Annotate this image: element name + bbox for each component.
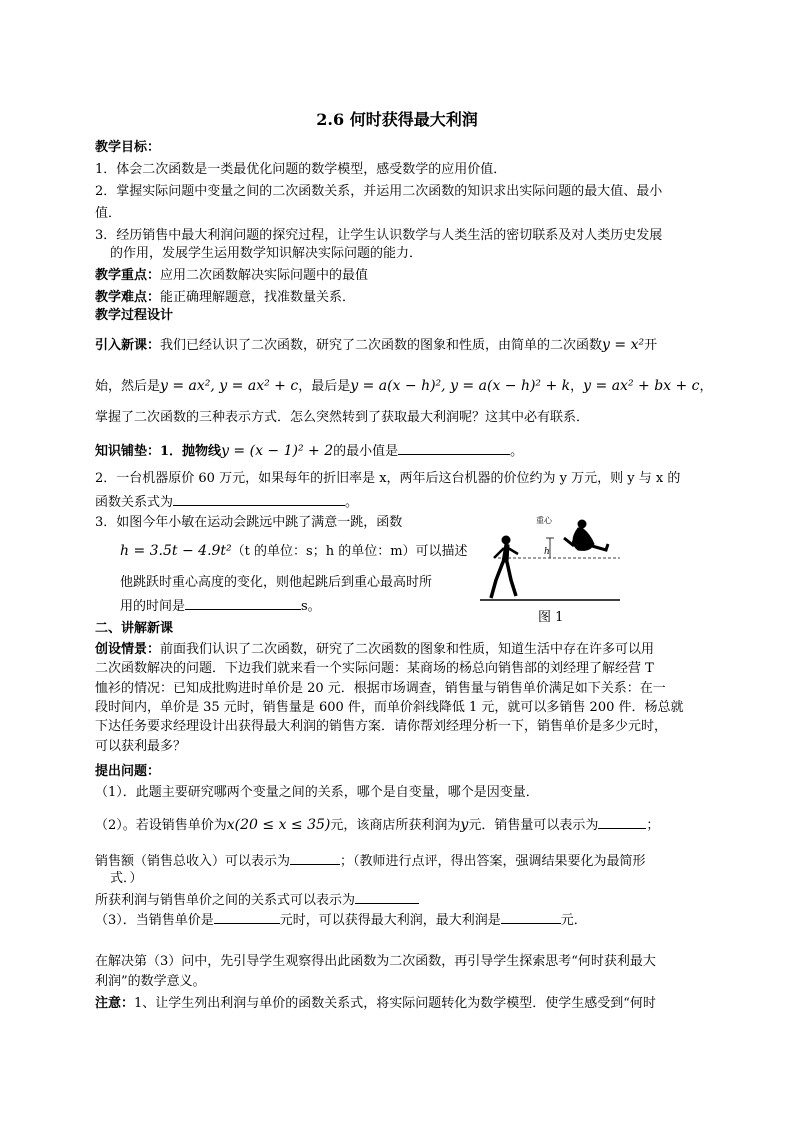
scenario-line-3: 恤衫的情况：已知成批购进时单价是 20 元．根据市场调查，销售量与销售单价满足如下关系：在一 xyxy=(95,681,666,696)
question-2-post: 元．销售量可以表示为 xyxy=(468,818,599,833)
lecture-heading: 二、讲解新课 xyxy=(95,621,174,636)
scenario-text-1: 前面我们认识了二次函数，研究了二次函数的图象和性质，知道生活中存在许多可以用 xyxy=(160,642,655,657)
intro-text-2-start: 始，然后是 xyxy=(95,379,161,394)
prep-q1 xyxy=(95,441,523,460)
question-2b-prefix: 销售额（销售总收入）可以表示为 xyxy=(95,854,291,869)
prep-q3-formula: h = 3.5t − 4.9t² xyxy=(120,543,232,559)
keypoint-line xyxy=(95,267,368,284)
goal-2b: 值． xyxy=(95,206,122,221)
prep-q3c: 他跳跃时重心高度的变化，则他起跳后到重心最高时所 xyxy=(120,575,433,590)
max-profit-blank[interactable] xyxy=(501,910,561,924)
difficulty-label: 教学难点： xyxy=(95,290,161,305)
scenario-line-5: 下达任务要求经理设计出获得最大利润的销售方案．请你帮刘经理分析一下，销售单价是多少元时， xyxy=(95,719,668,734)
intro-label: 引入新课： xyxy=(95,338,161,353)
question-2b xyxy=(95,851,646,870)
guide-line-2: 利润”的数学意义。 xyxy=(95,974,206,989)
prep-q2a: 2．一台机器原价 60 万元，如果每年的折旧率是 x，两年后这台机器的价位约为 y 万元，则 y 与 x 的 xyxy=(95,471,681,486)
prep-q3d-text: 用的时间是 xyxy=(120,599,186,614)
goal-3a: 3．经历销售中最大利润问题的探究过程，让学生认识数学与人类生活的密切联系及对人类历史发展 xyxy=(95,228,663,243)
label-center: 重心 xyxy=(536,516,552,525)
question-3-end: 元． xyxy=(560,913,587,928)
intro-formula-1: y = x² xyxy=(602,337,645,353)
question-2-y: y xyxy=(460,817,469,833)
prep-q3-unit: s。 xyxy=(301,599,321,614)
page-title: 2.6 何时获得最大利润 xyxy=(316,110,478,129)
goal-2a: 2．掌握实际问题中变量之间的二次函数关系，并运用二次函数的知识求出实际问题的最大值、最小 xyxy=(95,184,663,199)
intro-text-1-end: 开 xyxy=(644,338,658,353)
prep-q3-blank[interactable] xyxy=(185,596,301,610)
prep-q2-blank[interactable] xyxy=(173,492,345,506)
jumper-airborne xyxy=(564,520,608,550)
scenario-line-1 xyxy=(95,641,654,658)
keypoint-label: 教学重点： xyxy=(95,268,161,283)
questions-heading: 提出问题： xyxy=(95,764,161,779)
intro-text-2-end: ， xyxy=(699,379,713,394)
scenario-line-4: 段时间内，单价是 35 元时，销售量是 600 件，而单价斜线降低 1 元，就可以多销售 200 件．杨总就 xyxy=(95,700,684,715)
difficulty-line xyxy=(95,289,355,306)
intro-text-1: 我们已经认识了二次函数，研究了二次函数的图象和性质，由简单的二次函数 xyxy=(160,338,603,353)
sales-revenue-blank[interactable] xyxy=(290,851,340,865)
prep-q2-end: 。 xyxy=(345,495,359,510)
prep-q2-text: 函数关系式为 xyxy=(95,495,174,510)
goals-heading: 教学目标： xyxy=(95,140,161,155)
label-h: h xyxy=(544,547,550,557)
question-2d-text: 所获利润与销售单价之间的关系式可以表示为 xyxy=(95,893,356,908)
question-2-mid: 元，该商店所获利润为 xyxy=(330,818,461,833)
prep-q3b xyxy=(120,543,468,560)
intro-formula-3: y = a(x − h)², y = a(x − h)² + k xyxy=(350,378,571,394)
note-text: 1、让学生列出利润与单价的函数关系式，将实际问题转化为数学模型．使学生感受到“何时 xyxy=(134,996,656,1011)
question-2-formula: x(20 ≤ x ≤ 35) xyxy=(226,817,331,833)
question-2-end: ； xyxy=(646,818,660,833)
question-2b-post: ；（教师进行点评，得出答案，强调结果要化为最简形 xyxy=(340,854,646,869)
intro-line-1 xyxy=(95,337,657,354)
jumper-running xyxy=(491,536,518,598)
question-3 xyxy=(95,910,587,929)
prep-q1-formula: y = (x − 1)² + 2 xyxy=(221,443,334,459)
prep-q3d xyxy=(120,596,321,615)
prep-label: 知识铺垫： xyxy=(95,444,161,459)
question-1: （1）．此题主要研究哪两个变量之间的关系，哪个是自变量，哪个是因变量． xyxy=(95,785,539,800)
profit-relation-blank[interactable] xyxy=(355,890,419,904)
question-2c: 式．） xyxy=(110,871,143,886)
intro-line-2 xyxy=(95,378,713,395)
prep-q3a: 3．如图今年小敏在运动会跳远中跳了满意一跳，函数 xyxy=(95,515,403,530)
question-2d xyxy=(95,890,419,909)
scenario-label: 创设情景： xyxy=(95,642,161,657)
intro-text-2-mid: ，最后是 xyxy=(298,379,351,394)
goal-3b: 的作用，发展学生运用数学知识解决实际问题的能力． xyxy=(110,246,423,261)
difficulty-text: 能正确理解题意，找准数量关系． xyxy=(160,290,356,305)
guide-line-1: 在解决第（3）问中，先引导学生观察得出此函数为二次函数，再引导学生探索思考“何时获利最大 xyxy=(95,954,656,969)
intro-formula-4: y = ax² + bx + c xyxy=(583,378,700,394)
prep-q1-prefix: 1．抛物线 xyxy=(160,444,222,459)
prep-q2b xyxy=(95,492,358,511)
goal-1: 1．体会二次函数是一类最优化问题的数学模型，感受数学的应用价值． xyxy=(95,162,507,177)
price-blank[interactable] xyxy=(214,910,280,924)
prep-q1-text: 的最小值是 xyxy=(333,444,399,459)
prep-q3-text: （t 的单位：s；h 的单位：m）可以描述 xyxy=(231,544,468,559)
question-3-mid: 元时，可以获得最大利润，最大利润是 xyxy=(279,913,501,928)
intro-text-2-sep: ， xyxy=(570,379,584,394)
process-heading: 教学过程设计 xyxy=(95,308,174,323)
keypoint-text: 应用二次函数解决实际问题中的最值 xyxy=(160,268,369,283)
prep-q1-end: 。 xyxy=(510,444,524,459)
intro-formula-2: y = ax², y = ax² + c xyxy=(160,378,299,394)
question-2 xyxy=(95,815,659,834)
sales-volume-blank[interactable] xyxy=(598,815,646,829)
scenario-line-2: 二次函数解决的问题．下边我们就来看一个实际问题：某商场的杨总向销售部的刘经理了解经营 T xyxy=(95,661,654,676)
note-label: 注意： xyxy=(95,996,135,1011)
question-3-prefix: （3）．当销售单价是 xyxy=(95,913,214,928)
prep-q1-blank[interactable] xyxy=(398,441,510,455)
scenario-line-6: 可以获利最多？ xyxy=(95,739,187,754)
question-2-prefix: （2）。若设销售单价为 xyxy=(95,818,227,833)
intro-line-3: 掌握了二次函数的三种表示方式．怎么突然转到了获取最大利润呢？这其中必有联系． xyxy=(95,410,590,425)
figure-caption: 图 1 xyxy=(538,610,564,625)
note-line xyxy=(95,995,656,1012)
long-jump-figure xyxy=(478,508,624,620)
